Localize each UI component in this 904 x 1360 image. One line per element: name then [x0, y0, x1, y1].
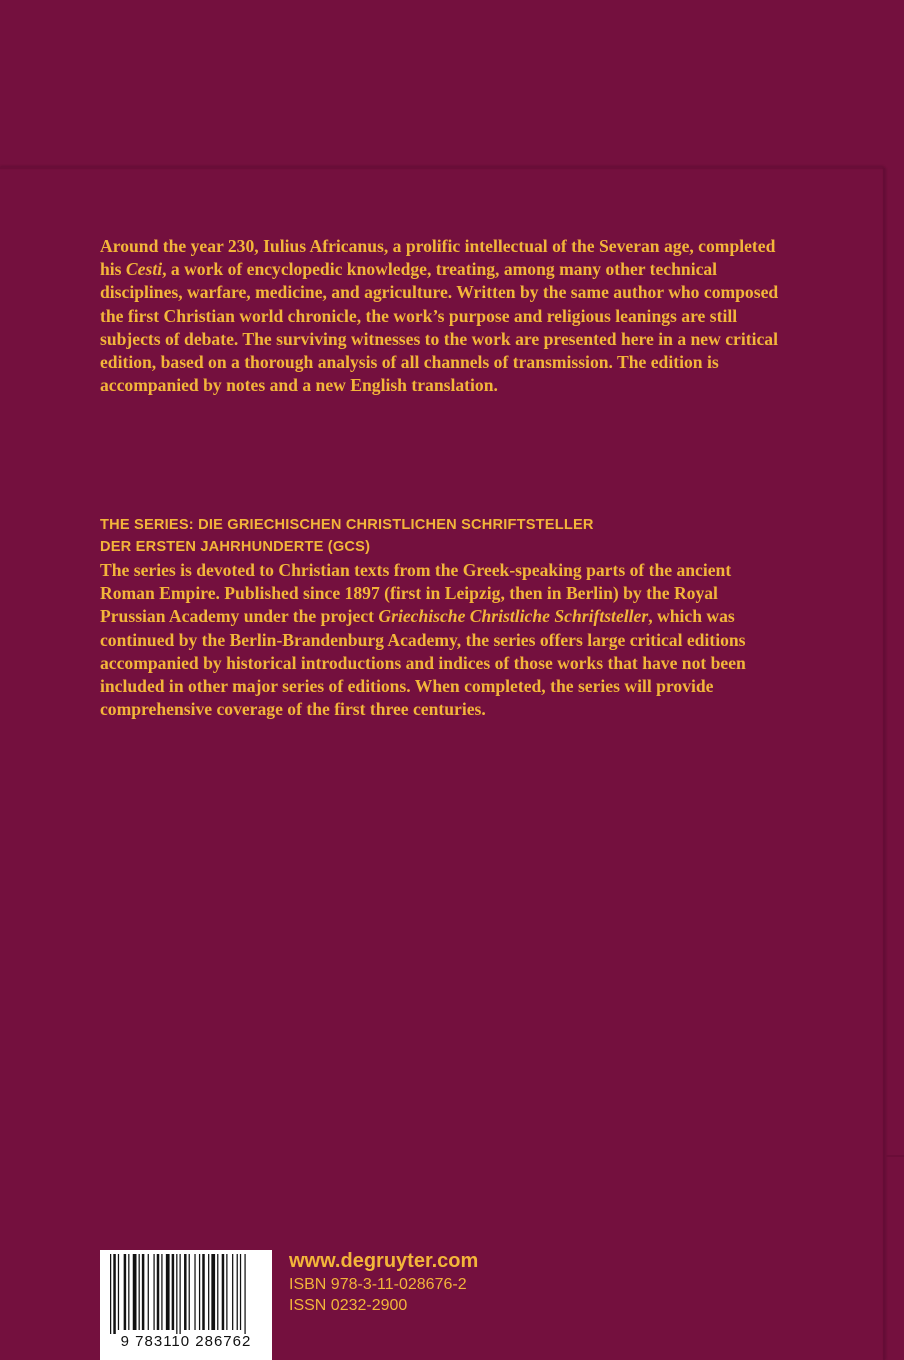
isbn-number: ISBN 978-3-11-028676-2	[289, 1276, 467, 1293]
barcode-bar	[240, 1254, 241, 1330]
barcode-bar	[161, 1254, 162, 1330]
barcode	[100, 1250, 272, 1360]
series-rest: , which was continued by the Berlin-Brandenburg Academy, the series offers large critical editions accompanied by historical introductions and indices of those works that have not been included in other major series of editions. When completed, the series will provide comprehensive coverage of the first three centuries.	[100, 606, 746, 720]
series-heading-line1: THE SERIES: DIE GRIECHISCHEN CHRISTLICHEN SCHRIFTSTELLER	[100, 517, 594, 533]
barcode-bar	[199, 1254, 200, 1330]
barcode-bar	[166, 1254, 170, 1330]
series-intro: The series is devoted to Christian texts from the Greek-speaking parts of the ancient Roman Empire. Published since 1897 (first in Leipzig, then in Berlin) by the Royal Prussian Academy under the project	[100, 560, 732, 627]
barcode-bar	[184, 1254, 187, 1330]
barcode-bar	[237, 1254, 238, 1330]
publisher-url[interactable]: www.degruyter.com	[289, 1250, 479, 1272]
barcode-bar	[172, 1254, 175, 1330]
barcode-bar	[232, 1254, 233, 1330]
barcode-bar	[222, 1254, 225, 1330]
barcode-bar	[128, 1254, 129, 1330]
barcode-bar	[208, 1254, 209, 1330]
barcode-bars	[110, 1254, 262, 1334]
panel-edge-top	[0, 167, 884, 169]
barcode-bar	[157, 1254, 160, 1330]
barcode-bar	[133, 1254, 137, 1330]
barcode-digits: 9 783110 286762	[120, 1333, 252, 1350]
panel-edge-right	[883, 168, 885, 1360]
publisher-info	[289, 1248, 478, 1316]
series-section	[100, 514, 780, 721]
barcode-bar	[113, 1254, 116, 1334]
barcode-bar	[110, 1254, 111, 1334]
barcode-bar	[180, 1254, 181, 1334]
barcode-bar	[189, 1254, 190, 1330]
description-intro: Around the year 230, Iulius Africanus, a prolific intellectual of the Severan age, completed his	[100, 236, 776, 280]
barcode-bar	[194, 1254, 195, 1330]
barcode-bar	[211, 1254, 215, 1330]
barcode-bar	[118, 1254, 119, 1330]
barcode-bar	[226, 1254, 227, 1330]
barcode-bar	[176, 1254, 177, 1334]
barcode-bar	[124, 1254, 127, 1330]
barcode-bar	[142, 1254, 145, 1330]
work-title: Cesti	[125, 259, 163, 280]
book-description	[100, 235, 780, 397]
barcode-bar	[217, 1254, 218, 1330]
project-title: Griechische Christliche Schriftsteller	[378, 606, 649, 627]
barcode-bar	[139, 1254, 140, 1330]
description-rest: , a work of encyclopedic knowledge, treating, among many other technical disciplines, warfare, medicine, and agriculture. Written by the same author who composed the first Christian world chronicle, the work’s purpose and religious leanings are still subjects of debate. The surviving witnesses to the work are presented here in a new critical edition, based on a thorough analysis of all channels of transmission. The edition is accompanied by notes and a new English translation.	[100, 259, 779, 396]
barcode-bar	[244, 1254, 245, 1334]
series-heading-line2: DER ERSTEN JAHRHUNDERTE (GCS)	[100, 539, 371, 555]
barcode-bar	[153, 1254, 154, 1330]
panel-edge-right-low	[885, 1155, 904, 1157]
series-description	[100, 559, 780, 721]
barcode-bar	[148, 1254, 149, 1330]
barcode-bar	[202, 1254, 205, 1330]
issn-number: ISSN 0232-2900	[289, 1297, 408, 1314]
